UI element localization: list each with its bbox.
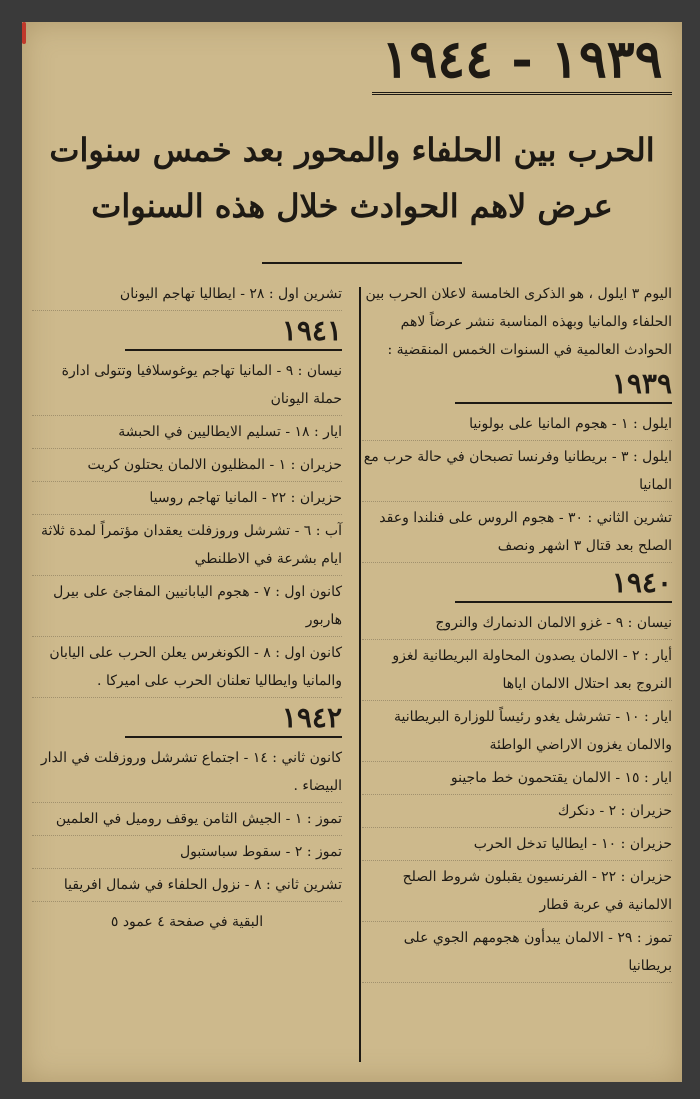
right-column bbox=[362, 280, 672, 1070]
column-divider bbox=[359, 287, 361, 1062]
list-item: كانون اول : ٨ - الكونغرس يعلن الحرب على اليابان والمانيا وايطاليا تعلنان الحرب على اميركا . bbox=[32, 639, 342, 698]
red-pencil-mark bbox=[22, 22, 26, 44]
headline-line-2: عرض لاهم الحوادث خلال هذه السنوات bbox=[91, 187, 613, 225]
list-item: حزيران : ١ - المظليون الالمان يحتلون كريت bbox=[32, 451, 342, 482]
list-item: حزيران : ٢ - دنكرك bbox=[362, 797, 672, 828]
list-item: نيسان : ٩ - غزو الالمان الدنمارك والنروج bbox=[362, 609, 672, 640]
list-item: تشرين الثاني : ٣٠ - هجوم الروس على فنلندا وعقد الصلح بعد قتال ٣ اشهر ونصف bbox=[362, 504, 672, 563]
list-item: ايار : ١٠ - تشرشل يغدو رئيساً للوزارة البريطانية والالمان يغزون الاراضي الواطئة bbox=[362, 703, 672, 762]
year-range-title: ١٩٣٩ - ١٩٤٤ bbox=[372, 28, 672, 95]
list-item: نيسان : ٩ - المانيا تهاجم يوغوسلافيا وتتولى ادارة حملة اليونان bbox=[32, 357, 342, 416]
left-column bbox=[32, 280, 342, 1070]
list-item: كانون اول : ٧ - هجوم اليابانيين المفاجئ على بيرل هاربور bbox=[32, 578, 342, 637]
headline bbox=[32, 122, 672, 234]
intro-paragraph: اليوم ٣ ايلول ، هو الذكرى الخامسة لاعلان الحرب بين الحلفاء والمانيا وبهذه المناسبة ننشر عرضاً لاهم الحوادث العالمية في السنوات الخمس المنقضية : bbox=[365, 286, 672, 358]
list-item: حزيران : ٢٢ - المانيا تهاجم روسيا bbox=[32, 484, 342, 515]
list-item: كانون ثاني : ١٤ - اجتماع تشرشل وروزفلت في الدار البيضاء . bbox=[32, 744, 342, 803]
list-item: ايار : ١٨ - تسليم الايطاليين في الحبشة bbox=[32, 418, 342, 449]
headline-line-1: الحرب بين الحلفاء والمحور بعد خمس سنوات bbox=[49, 131, 655, 169]
continued-note: البقية في صفحة ٤ عمود ٥ bbox=[110, 914, 264, 930]
list-item: تشرين اول : ٢٨ - ايطاليا تهاجم اليونان bbox=[32, 280, 342, 311]
year-heading-1940: ١٩٤٠ bbox=[455, 569, 672, 603]
year-heading-1942: ١٩٤٢ bbox=[125, 704, 342, 738]
newspaper-clipping bbox=[22, 22, 682, 1082]
list-item: ايلول : ١ - هجوم المانيا على بولونيا bbox=[362, 410, 672, 441]
list-item: تموز : ٢ - سقوط سباستبول bbox=[32, 838, 342, 869]
year-heading-1939: ١٩٣٩ bbox=[455, 370, 672, 404]
headline-rule bbox=[262, 262, 462, 264]
list-item: حزيران : ١٠ - ايطاليا تدخل الحرب bbox=[362, 830, 672, 861]
list-item: حزيران : ٢٢ - الفرنسيون يقبلون شروط الصلح الالمانية في عربة قطار bbox=[362, 863, 672, 922]
list-item: تموز : ١ - الجيش الثامن يوقف روميل في العلمين bbox=[32, 805, 342, 836]
list-item: تشرين ثاني : ٨ - نزول الحلفاء في شمال افريقيا bbox=[32, 871, 342, 902]
list-item: أيار : ٢ - الالمان يصدون المحاولة البريطانية لغزو النروج بعد احتلال الالمان اياها bbox=[362, 642, 672, 701]
list-item: ايار : ١٥ - الالمان يقتحمون خط ماجينو bbox=[362, 764, 672, 795]
list-item: تموز : ٢٩ - الالمان يبدأون هجومهم الجوي على بريطانيا bbox=[362, 924, 672, 983]
year-heading-1941: ١٩٤١ bbox=[125, 317, 342, 351]
list-item: ايلول : ٣ - بريطانيا وفرنسا تصبحان في حالة حرب مع المانيا bbox=[362, 443, 672, 502]
list-item: آب : ٦ - تشرشل وروزفلت يعقدان مؤتمراً لمدة ثلاثة ايام بشرعة في الاطلنطي bbox=[32, 517, 342, 576]
